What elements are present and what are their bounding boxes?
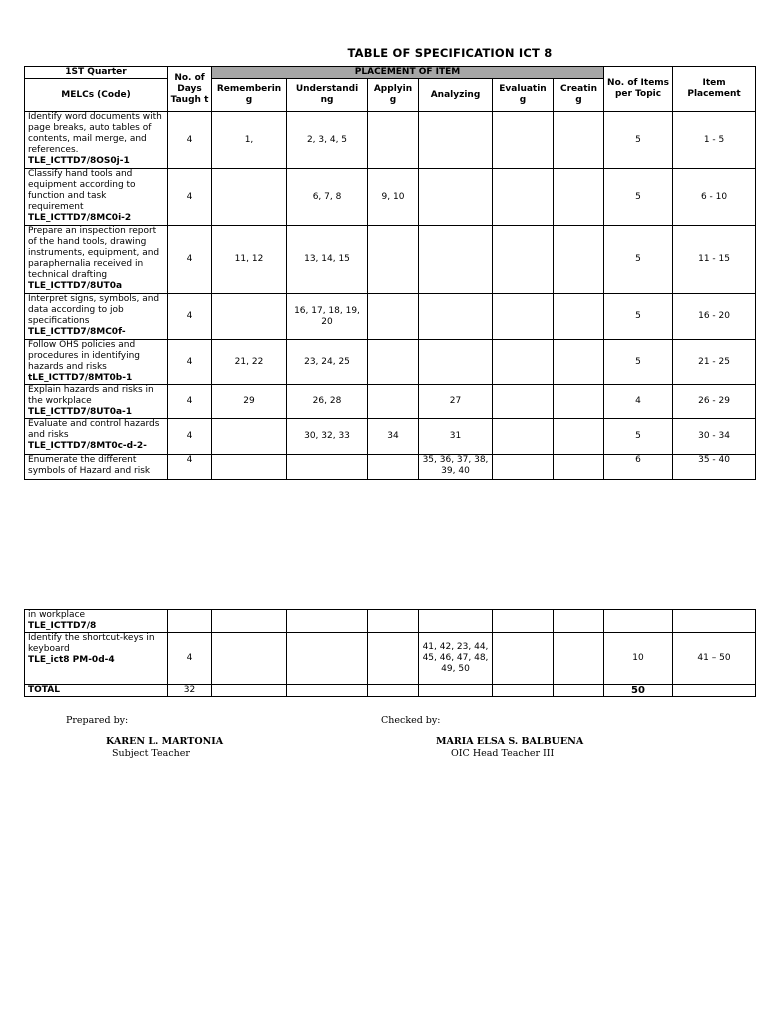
competency-cell bbox=[25, 112, 168, 169]
placement-cell: 26 - 29 bbox=[673, 385, 756, 419]
prepared-by-label: Prepared by: bbox=[66, 715, 129, 726]
competency-cell bbox=[25, 419, 168, 455]
remembering-header: Rememberin g bbox=[212, 79, 287, 112]
days-cell: 4 bbox=[168, 226, 212, 294]
items-cell: 5 bbox=[604, 169, 673, 226]
evaluating-cell bbox=[493, 226, 554, 294]
table-row bbox=[25, 294, 756, 340]
competency-text: Classify hand tools and equipment according to function and task requirement bbox=[28, 169, 136, 212]
competency-cell bbox=[25, 340, 168, 385]
analyzing-cell: 35, 36, 37, 38, 39, 40 bbox=[419, 455, 493, 480]
items-cell bbox=[604, 610, 673, 633]
understanding-cell bbox=[287, 610, 368, 633]
understanding-cell: 13, 14, 15 bbox=[287, 226, 368, 294]
analyzing-header: Analyzing bbox=[419, 79, 493, 112]
evaluating-cell bbox=[493, 112, 554, 169]
competency-cell bbox=[25, 455, 168, 480]
evaluating-cell bbox=[493, 633, 554, 685]
table-row bbox=[25, 169, 756, 226]
quarter-header: 1ST Quarter bbox=[25, 67, 168, 79]
remembering-cell: 21, 22 bbox=[212, 340, 287, 385]
competency-cell bbox=[25, 169, 168, 226]
evaluating-cell bbox=[493, 385, 554, 419]
items-cell: 6 bbox=[604, 455, 673, 480]
evaluating-cell bbox=[493, 610, 554, 633]
items-cell: 5 bbox=[604, 340, 673, 385]
days-cell: 4 bbox=[168, 294, 212, 340]
melc-code: TLE_ICTTD7/8OS0j-1 bbox=[28, 156, 130, 166]
evaluating-cell bbox=[493, 419, 554, 455]
remembering-cell: 29 bbox=[212, 385, 287, 419]
melcs-header: MELCs (Code) bbox=[25, 79, 168, 112]
items-cell: 5 bbox=[604, 294, 673, 340]
applying-header: Applyin g bbox=[368, 79, 419, 112]
prepared-by-name: KAREN L. MARTONIA bbox=[106, 736, 224, 747]
table-row bbox=[25, 419, 756, 455]
placement-cell: 1 - 5 bbox=[673, 112, 756, 169]
applying-cell: 34 bbox=[368, 419, 419, 455]
competency-cell bbox=[25, 385, 168, 419]
melc-code: tLE_ICTTD7/8MT0b-1 bbox=[28, 373, 133, 383]
days-cell: 4 bbox=[168, 169, 212, 226]
analyzing-cell bbox=[419, 226, 493, 294]
creating-cell bbox=[554, 385, 604, 419]
evaluating-cell bbox=[493, 294, 554, 340]
remembering-cell bbox=[212, 633, 287, 685]
items-cell: 5 bbox=[604, 226, 673, 294]
days-cell: 4 bbox=[168, 112, 212, 169]
competency-cell bbox=[25, 294, 168, 340]
creating-cell bbox=[554, 294, 604, 340]
understanding-cell: 23, 24, 25 bbox=[287, 340, 368, 385]
table-row bbox=[25, 385, 756, 419]
analyzing-cell bbox=[419, 610, 493, 633]
applying-cell bbox=[368, 385, 419, 419]
days-cell: 4 bbox=[168, 340, 212, 385]
placement-header: PLACEMENT OF ITEM bbox=[212, 67, 604, 79]
page-title: TABLE OF SPECIFICATION ICT 8 bbox=[347, 46, 553, 60]
creating-header: Creatin g bbox=[554, 79, 604, 112]
table-row bbox=[25, 226, 756, 294]
days-cell: 4 bbox=[168, 419, 212, 455]
competency-text: Enumerate the different symbols of Hazard and risk bbox=[28, 455, 151, 476]
remembering-cell bbox=[212, 610, 287, 633]
creating-cell bbox=[554, 112, 604, 169]
melc-code: TLE_ICTTD7/8MC0f- bbox=[28, 327, 126, 337]
evaluating-cell bbox=[493, 340, 554, 385]
analyzing-cell bbox=[419, 340, 493, 385]
analyzing-cell bbox=[419, 294, 493, 340]
analyzing-cell: 27 bbox=[419, 385, 493, 419]
placement-cell: 35 - 40 bbox=[673, 455, 756, 480]
applying-cell bbox=[368, 340, 419, 385]
items-cell: 5 bbox=[604, 419, 673, 455]
specification-table bbox=[24, 66, 756, 480]
melc-code: TLE_ICTTD7/8UT0a bbox=[28, 281, 123, 291]
competency-text: in workplace bbox=[28, 610, 86, 620]
melc-code: TLE_ict8 PM-0d-4 bbox=[28, 655, 115, 665]
total-row bbox=[25, 685, 756, 697]
items-cell: 4 bbox=[604, 385, 673, 419]
applying-cell bbox=[368, 226, 419, 294]
checked-by-name: MARIA ELSA S. BALBUENA bbox=[436, 736, 584, 747]
specification-table-continued bbox=[24, 609, 756, 697]
total-days: 32 bbox=[168, 685, 212, 697]
applying-cell bbox=[368, 455, 419, 480]
analyzing-cell: 41, 42, 23, 44, 45, 46, 47, 48, 49, 50 bbox=[419, 633, 493, 685]
table-row bbox=[25, 633, 756, 685]
applying-cell bbox=[368, 294, 419, 340]
understanding-cell: 2, 3, 4, 5 bbox=[287, 112, 368, 169]
competency-text: Follow OHS policies and procedures in identifying hazards and risks bbox=[28, 340, 141, 372]
creating-cell bbox=[554, 419, 604, 455]
competency-cell bbox=[25, 226, 168, 294]
competency-text: Interpret signs, symbols, and data according to job specifications bbox=[28, 294, 160, 326]
prepared-by-role: Subject Teacher bbox=[112, 748, 190, 759]
competency-text: Prepare an inspection report of the hand tools, drawing instruments, equipment, and paraphernalia received in technical drafting bbox=[28, 226, 160, 280]
placement-cell: 6 - 10 bbox=[673, 169, 756, 226]
creating-cell bbox=[554, 633, 604, 685]
competency-cell bbox=[25, 610, 168, 633]
understanding-header: Understandi ng bbox=[287, 79, 368, 112]
understanding-cell bbox=[287, 633, 368, 685]
days-cell: 4 bbox=[168, 455, 212, 480]
evaluating-cell bbox=[493, 455, 554, 480]
placement-cell bbox=[673, 610, 756, 633]
understanding-cell: 26, 28 bbox=[287, 385, 368, 419]
remembering-cell: 11, 12 bbox=[212, 226, 287, 294]
item-placement-header: Item Placement bbox=[673, 67, 756, 112]
competency-text: Evaluate and control hazards and risks bbox=[28, 419, 160, 440]
competency-text: Identify word documents with page breaks, auto tables of contents, mail merge, and references. bbox=[28, 112, 162, 155]
remembering-cell bbox=[212, 294, 287, 340]
creating-cell bbox=[554, 169, 604, 226]
analyzing-cell bbox=[419, 112, 493, 169]
creating-cell bbox=[554, 610, 604, 633]
understanding-cell: 30, 32, 33 bbox=[287, 419, 368, 455]
understanding-cell: 16, 17, 18, 19, 20 bbox=[287, 294, 368, 340]
placement-cell: 16 - 20 bbox=[673, 294, 756, 340]
items-per-topic-header: No. of Items per Topic bbox=[604, 67, 673, 112]
applying-cell: 9, 10 bbox=[368, 169, 419, 226]
total-items: 50 bbox=[604, 685, 673, 697]
competency-text: Identify the shortcut-keys in keyboard bbox=[28, 633, 155, 654]
remembering-cell: 1, bbox=[212, 112, 287, 169]
table-row bbox=[25, 610, 756, 633]
remembering-cell bbox=[212, 169, 287, 226]
total-label: TOTAL bbox=[25, 685, 168, 697]
understanding-cell: 6, 7, 8 bbox=[287, 169, 368, 226]
analyzing-cell: 31 bbox=[419, 419, 493, 455]
days-cell: 4 bbox=[168, 385, 212, 419]
creating-cell bbox=[554, 455, 604, 480]
understanding-cell bbox=[287, 455, 368, 480]
applying-cell bbox=[368, 610, 419, 633]
competency-cell bbox=[25, 633, 168, 685]
melc-code: TLE_ICTTD7/8MC0i-2 bbox=[28, 213, 132, 223]
placement-cell: 30 - 34 bbox=[673, 419, 756, 455]
evaluating-cell bbox=[493, 169, 554, 226]
table-row bbox=[25, 455, 756, 480]
melc-code: TLE_ICTTD7/8UT0a-1 bbox=[28, 407, 133, 417]
placement-cell: 21 - 25 bbox=[673, 340, 756, 385]
applying-cell bbox=[368, 633, 419, 685]
applying-cell bbox=[368, 112, 419, 169]
items-cell: 5 bbox=[604, 112, 673, 169]
analyzing-cell bbox=[419, 169, 493, 226]
items-cell: 10 bbox=[604, 633, 673, 685]
remembering-cell bbox=[212, 455, 287, 480]
placement-cell: 41 – 50 bbox=[673, 633, 756, 685]
days-header: No. of Days Taugh t bbox=[168, 67, 212, 112]
days-cell: 4 bbox=[168, 633, 212, 685]
remembering-cell bbox=[212, 419, 287, 455]
melc-code: TLE_ICTTD7/8MT0c-d-2- bbox=[28, 441, 147, 451]
competency-text: Explain hazards and risks in the workplace bbox=[28, 385, 154, 406]
placement-cell: 11 - 15 bbox=[673, 226, 756, 294]
creating-cell bbox=[554, 226, 604, 294]
checked-by-role: OIC Head Teacher III bbox=[451, 748, 555, 759]
checked-by-label: Checked by: bbox=[381, 715, 441, 726]
days-cell bbox=[168, 610, 212, 633]
table-row bbox=[25, 340, 756, 385]
creating-cell bbox=[554, 340, 604, 385]
table-row bbox=[25, 112, 756, 169]
melc-code: TLE_ICTTD7/8 bbox=[28, 621, 97, 631]
evaluating-header: Evaluatin g bbox=[493, 79, 554, 112]
